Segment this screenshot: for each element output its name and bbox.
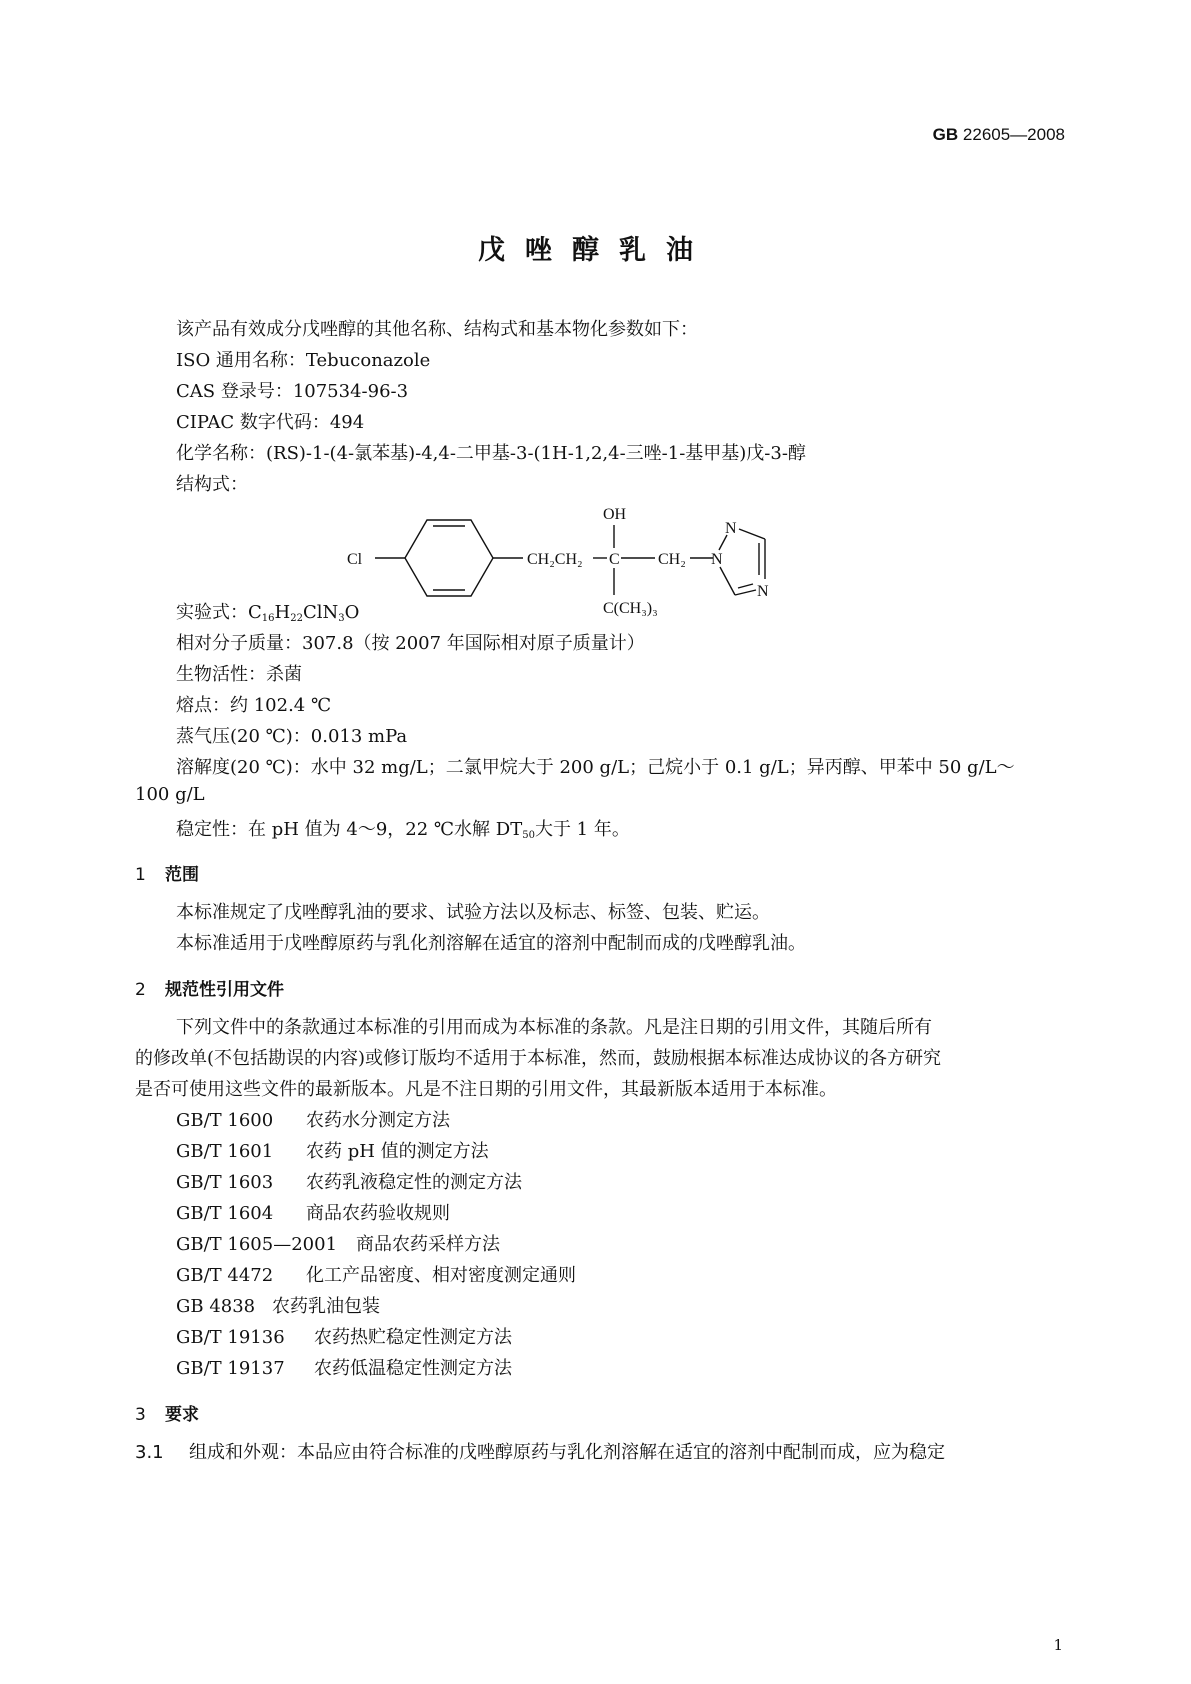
reference-code: GB/T 19137 bbox=[176, 1358, 285, 1379]
vapor-pressure: 蒸气压(20 ℃)：0.013 mPa bbox=[176, 726, 408, 747]
benzene-ring bbox=[405, 520, 493, 596]
section-2-heading bbox=[135, 975, 284, 1000]
formula-c-count: 16 bbox=[261, 613, 275, 624]
formula-o: O bbox=[344, 602, 360, 623]
reference-code: GB/T 4472 bbox=[176, 1265, 274, 1286]
reference-title: 农药低温稳定性测定方法 bbox=[314, 1358, 512, 1379]
bioactivity: 生物活性：杀菌 bbox=[176, 664, 302, 685]
formula-h: H bbox=[274, 602, 291, 623]
reference-code: GB/T 1603 bbox=[176, 1172, 274, 1193]
formula-label: 实验式： bbox=[176, 602, 248, 623]
section-1-heading bbox=[135, 860, 199, 885]
reference-title: 商品农药采样方法 bbox=[356, 1234, 500, 1255]
triazole-n1: N bbox=[711, 551, 723, 568]
document-title: 戊唑醇乳油 bbox=[478, 235, 713, 266]
standard-prefix: GB bbox=[932, 125, 959, 144]
structure-label: 结构式： bbox=[176, 474, 248, 495]
cas-number: CAS 登录号：107534-96-3 bbox=[176, 381, 409, 402]
reference-item bbox=[176, 1230, 500, 1256]
cipac-code: CIPAC 数字代码：494 bbox=[176, 412, 365, 433]
page-number: 1 bbox=[1053, 1636, 1063, 1654]
stability-tail: 大于 1 年。 bbox=[534, 819, 630, 840]
reference-item bbox=[176, 1168, 522, 1194]
methylene-group: CH₂ bbox=[658, 551, 686, 568]
hydroxyl-group: OH bbox=[603, 506, 627, 523]
reference-title: 农药乳液稳定性的测定方法 bbox=[306, 1172, 522, 1193]
empirical-formula bbox=[176, 598, 359, 624]
standard-code bbox=[933, 125, 1065, 145]
chemical-name: 化学名称：(RS)-1-(4-氯苯基)-4,4-二甲基-3-(1H-1,2,4-三唑-1-基甲基)戊-3-醇 bbox=[176, 443, 806, 464]
reference-title: 农药 pH 值的测定方法 bbox=[306, 1141, 489, 1162]
reference-item bbox=[176, 1323, 512, 1349]
section-3-number: 3 bbox=[135, 1405, 146, 1425]
clause-3-1-number: 3.1 bbox=[135, 1442, 164, 1463]
section-1-number: 1 bbox=[135, 865, 146, 885]
iso-name: ISO 通用名称：Tebuconazole bbox=[176, 350, 431, 371]
formula-c: C bbox=[248, 602, 262, 623]
reference-item bbox=[176, 1199, 450, 1225]
reference-code: GB/T 19136 bbox=[176, 1327, 285, 1348]
tert-butyl-group: C(CH₃)₃ bbox=[603, 600, 658, 617]
section-2-paragraph-line-2: 的修改单(不包括勘误的内容)或修订版均不适用于本标准，然而，鼓励根据本标准达成协议的各方研究 bbox=[135, 1048, 942, 1069]
reference-title: 化工产品密度、相对密度测定通则 bbox=[306, 1265, 576, 1286]
reference-title: 商品农药验收规则 bbox=[306, 1203, 450, 1224]
reference-code: GB 4838 bbox=[176, 1296, 256, 1317]
melting-point: 熔点：约 102.4 ℃ bbox=[176, 695, 332, 716]
reference-item bbox=[176, 1292, 380, 1318]
solubility-line-1: 溶解度(20 ℃)：水中 32 mg/L；二氯甲烷大于 200 g/L；己烷小于 0.1 g/L；异丙醇、甲苯中 50 g/L～ bbox=[176, 757, 1015, 778]
formula-cln: ClN bbox=[302, 602, 339, 623]
clause-3-1 bbox=[135, 1438, 945, 1464]
central-carbon: C bbox=[609, 551, 620, 568]
reference-code: GB/T 1600 bbox=[176, 1110, 274, 1131]
triazole-n4: N bbox=[757, 583, 769, 600]
reference-code: GB/T 1601 bbox=[176, 1141, 274, 1162]
molecular-mass: 相对分子质量：307.8（按 2007 年国际相对原子质量计） bbox=[176, 633, 645, 654]
reference-item bbox=[176, 1137, 489, 1163]
formula-n-count: 3 bbox=[338, 613, 345, 624]
section-2-paragraph-line-1: 下列文件中的条款通过本标准的引用而成为本标准的条款。凡是注日期的引用文件，其随后所有 bbox=[176, 1017, 932, 1038]
section-2-title: 规范性引用文件 bbox=[165, 980, 284, 1000]
reference-item bbox=[176, 1261, 576, 1287]
standard-number: 22605—2008 bbox=[962, 125, 1065, 144]
section-1-title: 范围 bbox=[165, 865, 199, 885]
reference-title: 农药水分测定方法 bbox=[306, 1110, 450, 1131]
stability bbox=[176, 815, 630, 841]
reference-code: GB/T 1604 bbox=[176, 1203, 274, 1224]
solubility-line-2: 100 g/L bbox=[135, 784, 205, 805]
reference-item bbox=[176, 1106, 450, 1132]
formula-h-count: 22 bbox=[290, 613, 303, 624]
section-1-paragraph-1: 本标准规定了戊唑醇乳油的要求、试验方法以及标志、标签、包装、贮运。 bbox=[176, 902, 770, 923]
reference-title: 农药乳油包装 bbox=[272, 1296, 380, 1317]
cl-atom: Cl bbox=[347, 551, 363, 568]
ch2ch2-group: CH₂CH₂ bbox=[527, 551, 583, 568]
intro-lead: 该产品有效成分戊唑醇的其他名称、结构式和基本物化参数如下： bbox=[176, 319, 698, 340]
reference-title: 农药热贮稳定性测定方法 bbox=[314, 1327, 512, 1348]
reference-item bbox=[176, 1354, 512, 1380]
section-2-paragraph-line-3: 是否可使用这些文件的最新版本。凡是不注日期的引用文件，其最新版本适用于本标准。 bbox=[135, 1079, 837, 1100]
clause-3-1-text: 组成和外观：本品应由符合标准的戊唑醇原药与乳化剂溶解在适宜的溶剂中配制而成，应为稳定 bbox=[189, 1442, 945, 1463]
stability-sub: 50 bbox=[522, 830, 535, 841]
structural-formula bbox=[347, 495, 835, 635]
triazole-n2: N bbox=[725, 520, 737, 537]
section-2-number: 2 bbox=[135, 980, 146, 1000]
section-1-paragraph-2: 本标准适用于戊唑醇原药与乳化剂溶解在适宜的溶剂中配制而成的戊唑醇乳油。 bbox=[176, 933, 806, 954]
stability-text: 稳定性：在 pH 值为 4～9，22 ℃水解 DT bbox=[176, 819, 523, 840]
section-3-title: 要求 bbox=[165, 1405, 199, 1425]
reference-code: GB/T 1605—2001 bbox=[176, 1234, 338, 1255]
section-3-heading bbox=[135, 1400, 199, 1425]
